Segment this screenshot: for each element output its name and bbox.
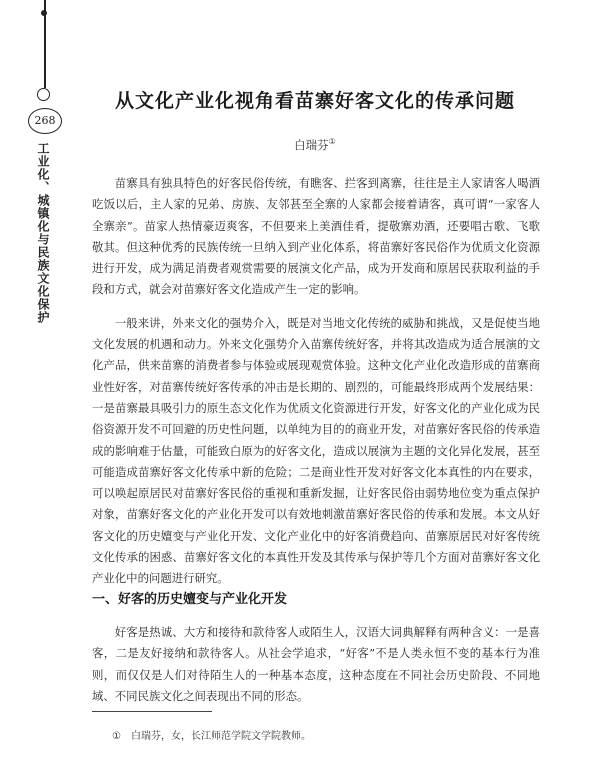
article-body <box>92 173 540 590</box>
margin-ring <box>37 88 50 101</box>
series-title: 工业化、城镇化与民族文化保护 <box>36 142 50 324</box>
author-name: 白瑞芬 <box>294 138 329 152</box>
paragraph: 好客是热诚、大方和接待和款待客人或陌生人，汉语大词典解释有两种含义：一是喜客，二是友好接纳和款待客人。从社会学追求，“好客”不是人类永恒不变的基本行为准则，而仅仅是人们对待陌生人的一种基本态度，这种态度在不同社会历史阶段、不同地域、不同民族文化之间表现出不同的形态。 <box>92 625 540 703</box>
paragraph: 一般来讲，外来文化的强势介入，既是对当地文化传统的威胁和挑战，又是促使当地文化发展的机遇和动力。外来文化强势介入苗寨传统好客，并将其改造成为适合展演的文化产品，供来苗寨的消费者参与体验或展现观赏体验。这种文化产业化改造形成的苗寨商业性好客，对苗寨传统好客传承的冲击是长期的、剧烈的，可能最终形成两个发展结果：一是苗寨最具吸引力的原生态文化作为优质文化资源进行开发，好客文化的产业化成为民俗资源开发不可回避的历史性问题，以单纯为目的的商业开发，对苗寨好客民俗的传承造成的影响难于估量，可能致白原为的好客文化，造成以展演为主题的文化异化发展，甚至可能造成苗寨好客文化传承中新的危险；二是商业性开发对好客文化本真性的内在要求，可以唤起原居民对苗寨好客民俗的重视和重新发掘，让好客民俗由弱势地位变为重点保护对象，苗寨好客文化的产业化开发可以有效地刺激苗寨好客民俗的传承和发展。本文从好客文化的历史嬗变与产业化开发、文化产业化中的好客消费趋向、苗寨原居民对好客传统文化传承的困惑、苗寨好客文化的本真性开发及其传承与保护等几个方面对苗寨好客文化产业化中的问题进行研究。 <box>92 315 540 586</box>
section-body <box>92 622 540 707</box>
page-number: 268 <box>28 108 62 134</box>
footnote-marker: ① <box>112 731 121 742</box>
author-line <box>80 137 550 153</box>
footnote <box>112 727 542 742</box>
footnote-rule <box>92 711 212 712</box>
paragraph: 苗寨具有独具特色的好客民俗传统，有瞧客、拦客到离寨，往往是主人家请客人喝酒吃饭以后，主人家的兄弟、房族、友邻甚至全寨的人家都会接着请客，真可谓“一家客人全寨亲”。苗家人热情豪迈爽客，不但要来上美酒佳肴，提敬寨劝酒，还要唱古歌、飞歌敬其。但这种优秀的民族传统一旦纳入到产业化体系，将苗寨好客民俗作为优质文化资源进行开发，成为满足消费者观赏需要的展演文化产品，成为开发商和原居民获取利益的手段和方式，就会对苗寨好客文化造成产生一定的影响。 <box>92 176 540 297</box>
article-title: 从文化产业化视角看苗寨好客文化的传承问题 <box>114 90 515 112</box>
margin-rule <box>44 0 46 88</box>
footnote-text: 白瑞芬，女，长江师范学院文学院教师。 <box>130 731 311 742</box>
section-heading: 一、好客的历史嬗变与产业化开发 <box>92 592 288 607</box>
author-note-marker: ① <box>328 137 336 147</box>
